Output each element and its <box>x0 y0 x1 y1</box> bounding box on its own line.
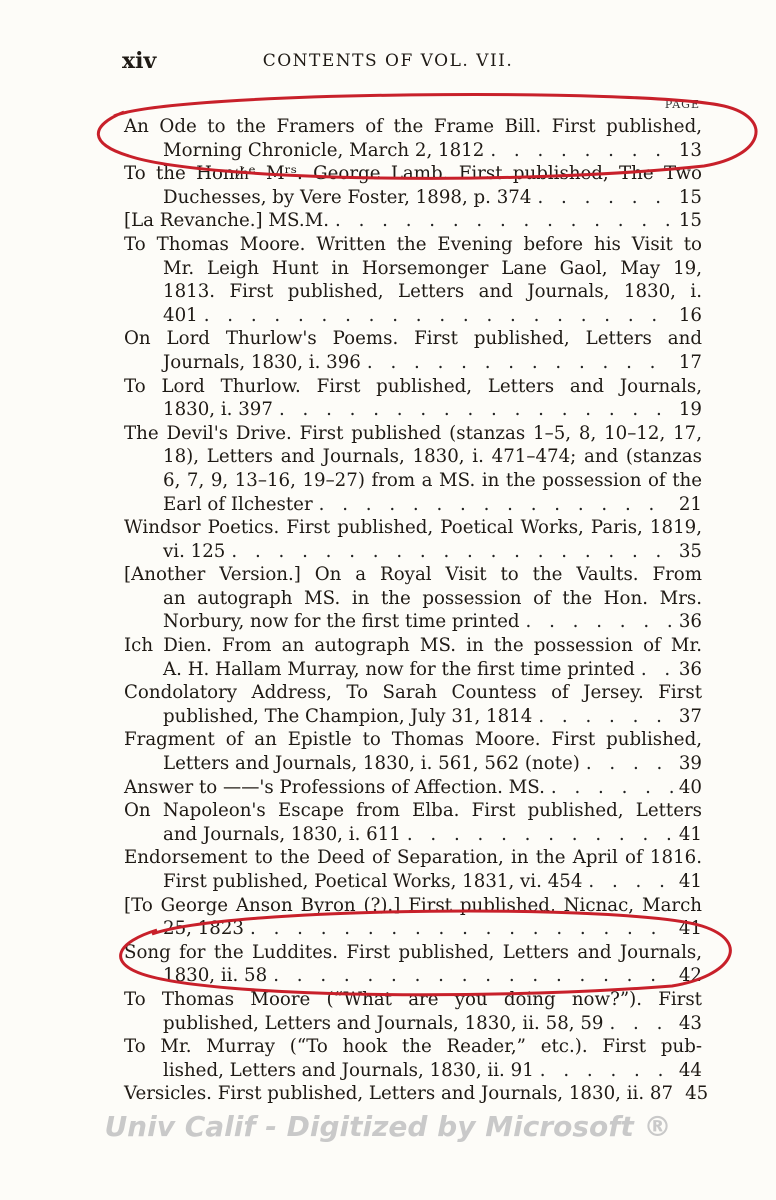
toc-line-text: 401 <box>163 304 198 326</box>
toc-page-number: 37 <box>678 705 702 727</box>
toc-line <box>124 139 702 163</box>
toc-line-text: 6, 7, 9, 13–16, 19–27) from a MS. in the possession of the <box>163 469 702 491</box>
toc-line <box>124 398 702 422</box>
toc-line <box>124 445 702 469</box>
leader-dots <box>367 351 673 375</box>
toc-page-number: 41 <box>678 823 702 845</box>
toc-line-text: First published, Poetical Works, 1831, vi. 454 <box>163 871 583 892</box>
toc-page-number: 44 <box>678 1059 702 1081</box>
toc-entry <box>124 681 702 728</box>
toc-line <box>124 610 702 634</box>
running-header <box>118 48 658 78</box>
leader-dots <box>551 776 673 800</box>
toc-entry <box>124 634 702 681</box>
toc-page-number: 41 <box>678 918 702 940</box>
page-folio: xiv <box>122 48 157 74</box>
toc-line <box>124 658 702 682</box>
toc-line <box>124 422 702 446</box>
toc-line <box>124 705 702 729</box>
toc-line <box>124 115 702 139</box>
leader-dots <box>586 752 673 776</box>
toc-line-text: Condolatory Address, To Sarah Countess of Jersey. First <box>124 682 702 704</box>
toc-entry <box>124 776 702 800</box>
toc-entry <box>124 941 702 988</box>
toc-entry <box>124 1082 709 1106</box>
toc-entry <box>124 1035 702 1082</box>
toc-line <box>124 540 702 564</box>
toc-line <box>124 988 702 1012</box>
toc-page-number: 43 <box>678 1012 702 1034</box>
contents-list <box>124 115 709 1106</box>
toc-line-text: Ich Dien. From an autograph MS. in the possession of Mr. <box>124 635 702 657</box>
toc-line <box>124 776 702 800</box>
toc-line-text: [La Revanche.] MS.M. <box>124 210 330 232</box>
toc-line <box>124 327 702 351</box>
toc-line-text: Answer to ——'s Professions of Affection. MS. <box>124 776 545 798</box>
toc-line-text: 25, 1823 <box>163 918 244 940</box>
toc-line <box>124 351 702 375</box>
toc-line <box>124 1059 702 1083</box>
toc-entry <box>124 327 702 374</box>
toc-line <box>124 209 702 233</box>
toc-line <box>124 257 702 281</box>
toc-line <box>124 941 702 965</box>
toc-page-number: 36 <box>678 658 702 680</box>
toc-entry <box>124 799 702 846</box>
toc-line-text: Earl of Ilchester <box>163 493 313 515</box>
toc-line <box>124 681 702 705</box>
toc-line <box>124 233 702 257</box>
toc-entry <box>124 728 702 775</box>
toc-page-number: 35 <box>678 540 702 562</box>
toc-line-text: published, The Champion, July 31, 1814 <box>163 705 533 727</box>
toc-entry <box>124 115 702 162</box>
toc-line <box>124 186 702 210</box>
toc-page-number: 42 <box>678 965 702 987</box>
toc-line <box>124 634 702 658</box>
leader-dots <box>588 870 672 894</box>
toc-line-text: Norbury, now for the first time printed <box>163 611 520 633</box>
toc-line-text: published, Letters and Journals, 1830, ii. 58, 59 <box>163 1012 604 1034</box>
toc-page-number: 39 <box>678 753 702 775</box>
leader-dots <box>641 658 673 682</box>
toc-line-text: [Another Version.] On a Royal Visit to the Vaults. From <box>124 564 702 586</box>
toc-line-text: lished, Letters and Journals, 1830, ii. 91 <box>163 1059 534 1081</box>
toc-entry <box>124 894 702 941</box>
toc-line <box>124 917 702 941</box>
toc-entry <box>124 209 702 233</box>
toc-line-text: On Napoleon's Escape from Elba. First published, Letters <box>124 800 702 822</box>
toc-line <box>124 304 702 328</box>
toc-line-text: Duchesses, by Vere Foster, 1898, p. 374 <box>163 186 532 208</box>
toc-page-number: 45 <box>685 1083 709 1105</box>
leader-dots <box>335 209 673 233</box>
digitization-watermark: Univ Calif - Digitized by Microsoft ® <box>104 1110 672 1143</box>
toc-line <box>124 870 702 894</box>
toc-page-number: 17 <box>678 351 702 373</box>
toc-line-text: An Ode to the Framers of the Frame Bill. First published, <box>124 116 702 137</box>
toc-page-number: 19 <box>678 399 702 421</box>
toc-line-text: To Lord Thurlow. First published, Letters and Journals, <box>124 375 702 397</box>
toc-page-number: 41 <box>678 871 702 892</box>
running-title: CONTENTS OF VOL. VII. <box>262 51 514 71</box>
toc-line-text: Endorsement to the Deed of Separation, in the April of 1816. <box>124 847 702 869</box>
toc-line-text: Versicles. First published, Letters and Journals, 1830, ii. 87 <box>124 1083 674 1105</box>
toc-line-text: vi. 125 <box>163 540 226 562</box>
leader-dots <box>490 139 673 163</box>
toc-line <box>124 516 702 540</box>
toc-line-text: [To George Anson Byron (?).] First published, Nicnac, March <box>124 894 702 916</box>
leader-dots <box>537 186 672 210</box>
toc-line-text: Fragment of an Epistle to Thomas Moore. First published, <box>124 729 702 751</box>
toc-line <box>124 1082 709 1106</box>
toc-line <box>124 752 702 776</box>
leader-dots <box>231 540 672 564</box>
toc-line-text: Song for the Luddites. First published, Letters and Journals, <box>124 941 702 963</box>
toc-line <box>124 493 702 517</box>
toc-line <box>124 1012 702 1036</box>
toc-line <box>124 894 702 918</box>
toc-entry <box>124 162 702 209</box>
leader-dots <box>540 1059 673 1083</box>
toc-line <box>124 823 702 847</box>
toc-line-text: To the Honᵺᵉ Mʳˢ. George Lamb. First published, The Two <box>124 163 702 185</box>
toc-line <box>124 1035 702 1059</box>
toc-line-text: Windsor Poetics. First published, Poetical Works, Paris, 1819, <box>124 517 702 539</box>
toc-line-text: A. H. Hallam Murray, now for the first time printed <box>163 658 635 680</box>
leader-dots <box>609 1012 672 1036</box>
toc-page-number: 16 <box>678 304 702 326</box>
toc-line <box>124 799 702 823</box>
toc-entry <box>124 516 702 563</box>
toc-line-text: an autograph MS. in the possession of the Hon. Mrs. <box>163 587 702 609</box>
toc-line-text: 1830, ii. 58 <box>163 965 268 987</box>
toc-line-text: 18), Letters and Journals, 1830, i. 471–474; and (stanzas <box>163 446 702 468</box>
toc-line <box>124 162 702 186</box>
toc-line-text: To Mr. Murray (“To hook the Reader,” etc.). First pub- <box>124 1036 702 1058</box>
toc-page-number: 40 <box>678 776 702 798</box>
leader-dots <box>250 917 673 941</box>
toc-line-text: and Journals, 1830, i. 611 <box>163 823 401 845</box>
toc-line-text: 1813. First published, Letters and Journals, 1830, i. <box>163 281 702 303</box>
toc-line-text: The Devil's Drive. First published (stanzas 1–5, 8, 10–12, 17, <box>124 422 702 444</box>
toc-line <box>124 280 702 304</box>
toc-line-text: Mr. Leigh Hunt in Horsemonger Lane Gaol, May 19, <box>163 257 702 279</box>
toc-page-number: 15 <box>678 186 702 208</box>
toc-entry <box>124 988 702 1035</box>
toc-line <box>124 469 702 493</box>
toc-line-text: Morning Chronicle, March 2, 1812 <box>163 139 485 161</box>
toc-page-number: 15 <box>678 210 702 232</box>
toc-line-text: Letters and Journals, 1830, i. 561, 562 (note) <box>163 753 580 775</box>
toc-line <box>124 728 702 752</box>
toc-entry <box>124 422 702 516</box>
leader-dots <box>526 610 673 634</box>
toc-line <box>124 964 702 988</box>
leader-dots <box>204 304 673 328</box>
toc-line-text: To Thomas Moore (“What are you doing now?”). First <box>124 988 702 1010</box>
toc-line <box>124 846 702 870</box>
toc-line-text: 1830, i. 397 <box>163 399 273 421</box>
toc-line-text: To Thomas Moore. Written the Evening before his Visit to <box>124 233 702 255</box>
leader-dots <box>279 398 673 422</box>
toc-entry <box>124 233 702 327</box>
toc-line <box>124 587 702 611</box>
toc-page-number: 21 <box>678 493 702 515</box>
leader-dots <box>407 823 673 847</box>
leader-dots <box>319 493 673 517</box>
toc-line-text: On Lord Thurlow's Poems. First published, Letters and <box>124 328 702 350</box>
toc-entry <box>124 846 702 893</box>
toc-line <box>124 563 702 587</box>
page-column-label: PAGE <box>664 98 700 111</box>
leader-dots <box>273 964 673 988</box>
toc-entry <box>124 563 702 634</box>
toc-line <box>124 375 702 399</box>
toc-page-number: 13 <box>678 139 702 161</box>
toc-page-number: 36 <box>678 611 702 633</box>
leader-dots <box>538 705 673 729</box>
toc-line-text: Journals, 1830, i. 396 <box>163 351 361 373</box>
toc-entry <box>124 375 702 422</box>
